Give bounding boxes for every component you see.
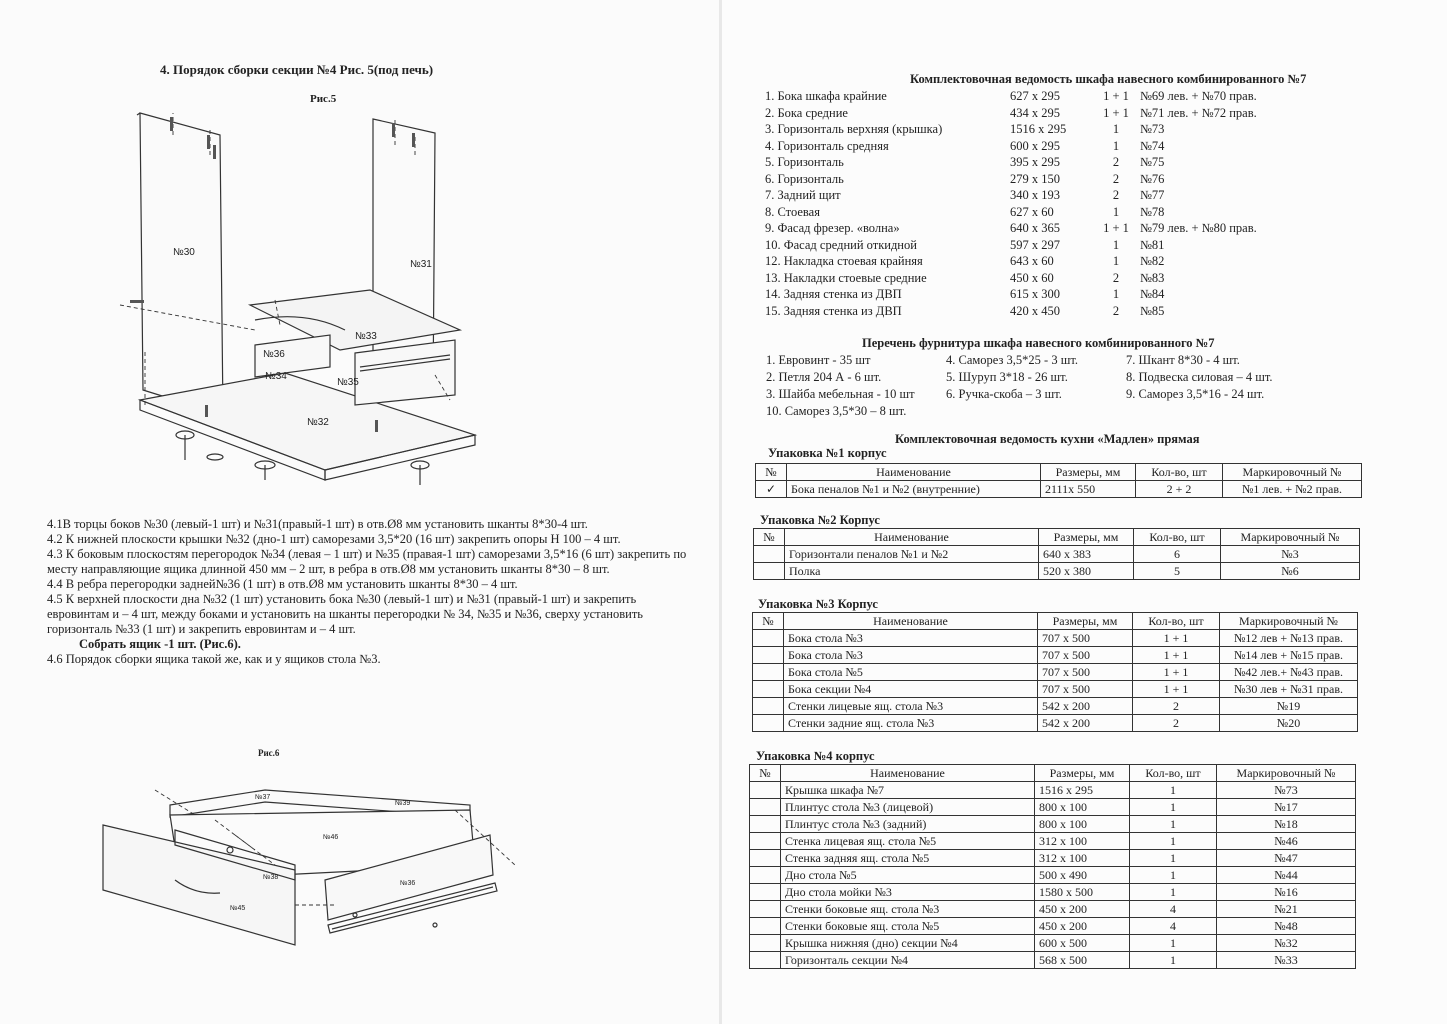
package-4-table	[749, 764, 1356, 969]
section-title: 4. Порядок сборки секции №4 Рис. 5(под печь)	[160, 62, 434, 77]
list-item: 7. Задний щит 340 х 193 2 №77	[765, 188, 1165, 202]
table-header-row: № Наименование Размеры, мм Кол-во, шт Маркировочный №	[756, 464, 1362, 481]
package-1-table	[755, 463, 1362, 498]
list-item: 2. Бока средние 434 х 295 1 + 1 №71 лев. + №72 прав.	[765, 105, 1257, 120]
fig5-assembly-drawing	[115, 105, 495, 490]
assemble-drawer-step: Собрать ящик -1 шт. (Рис.6).	[79, 637, 241, 651]
fig6-label: Рис.6	[258, 748, 280, 758]
fig6-part-36: №36	[400, 880, 416, 887]
step-4-1: 4.1В торцы боков №30 (левый-1 шт) и №31(правый-1 шт) в отв.Ø8 мм установить шканты 8*30-4 шт.	[47, 517, 588, 531]
table-row: Стенки лицевые ящ. стола №3 542 х 200 2 №19	[753, 698, 1358, 715]
list-item: 8. Стоевая 627 х 60 1 №78	[765, 204, 1165, 219]
package-2-title: Упаковка №2 Корпус	[760, 513, 880, 527]
list-item: 1. Евровинт - 35 шт 4. Саморез 3,5*25 - 3 шт. 7. Шкант 8*30 - 4 шт.	[766, 353, 1240, 367]
step-4-6: 4.6 Порядок сборки ящика такой же, как и у ящиков стола №3.	[47, 652, 381, 666]
kitchen-title: Комплектовочная ведомость кухни «Мадлен» прямая	[895, 432, 1200, 446]
table-row: Стенки боковые ящ. стола №5 450 х 200 4 №48	[750, 918, 1356, 935]
package-2-table	[753, 528, 1360, 580]
table-row: Плинтус стола №3 (лицевой) 800 х 100 1 №17	[750, 799, 1356, 816]
list-item: 12. Накладка стоевая крайняя 643 х 60 1 №82	[765, 254, 1165, 268]
package-3-table	[752, 612, 1358, 732]
list-item: 4. Горизонталь средняя 600 х 295 1 №74	[765, 138, 1165, 153]
fig6-part-37: №37	[255, 794, 271, 801]
table-row: Полка 520 х 380 5 №6	[754, 563, 1360, 580]
table-row: Крышка нижняя (дно) секции №4 600 х 500 1 №32	[750, 935, 1356, 952]
fig5-part-36: №36	[263, 349, 285, 360]
table-row: Горизонтали пеналов №1 и №2 640 х 383 6 №3	[754, 546, 1360, 563]
list-item: 1. Бока шкафа крайние 627 х 295 1 + 1 №69 лев. + №70 прав.	[765, 89, 1257, 103]
table-header-row: № Наименование Размеры, мм Кол-во, шт Маркировочный №	[753, 613, 1358, 630]
table-row: Бока секции №4 707 х 500 1 + 1 №30 лев + №31 прав.	[753, 681, 1358, 698]
table-row: Стенки боковые ящ. стола №3 450 х 200 4 №21	[750, 901, 1356, 918]
step-4-4: 4.4 В ребра перегородки задней№36 (1 шт) в отв.Ø8 мм установить шканты 8*30 – 4 шт.	[47, 577, 518, 591]
fig6-part-46: №46	[323, 834, 339, 841]
step-4-5: 4.5 К верхней плоскости дна №32 (1 шт) установить бока №30 (левый-1 шт) и №31 (правый-1 шт) и закрепить евровинтам и – 4 шт, между боками и установить на шканты перегородки № 34, №35 и №36, сверху установить горизонталь №33 (1 шт) и закрепить евровинтам и – 4 шт.	[47, 592, 643, 636]
furniture-list	[766, 352, 1326, 420]
page-fold	[719, 0, 722, 1024]
vedomost-list	[765, 88, 1325, 319]
table-row: Плинтус стола №3 (задний) 800 х 100 1 №18	[750, 816, 1356, 833]
list-item: 9. Фасад фрезер. «волна» 640 х 365 1 + 1 №79 лев. + №80 прав.	[765, 221, 1257, 235]
step-4-2: 4.2 К нижней плоскости крышки №32 (дно-1 шт) саморезами 3,5*20 (16 шт) закрепить опоры Н 100 – 4 шт.	[47, 532, 621, 546]
fig6-part-39: №39	[395, 800, 411, 807]
list-item: 10. Фасад средний откидной 597 х 297 1 №81	[765, 237, 1165, 252]
list-item: 13. Накладки стоевые средние 450 х 60 2 №83	[765, 270, 1165, 285]
fig5-part-35: №35	[337, 377, 359, 388]
table-row: Бока стола №5 707 х 500 1 + 1 №42 лев.+ №43 прав.	[753, 664, 1358, 681]
fig6-drawer-drawing	[95, 755, 535, 965]
list-item: 15. Задняя стенка из ДВП 420 х 450 2 №85	[765, 303, 1165, 318]
fig6-part-45: №45	[230, 905, 246, 912]
fig5-part-32: №32	[307, 417, 329, 428]
package-3-title: Упаковка №3 Корпус	[758, 597, 878, 611]
step-4-3: 4.3 К боковым плоскостям перегородок №34 (левая – 1 шт) и №35 (правая-1 шт) саморезами 3,5*16 (6 шт) закрепить по месту направляющие ящика длинной 450 мм – 2 шт, в ребра в отв.Ø8 мм установить шканты 8*30 – 8 шт.	[47, 547, 687, 576]
table-row: Горизонталь секции №4 568 х 500 1 №33	[750, 952, 1356, 969]
fig5-part-30: №30	[173, 247, 195, 258]
assembly-instructions	[47, 517, 687, 667]
table-row: Дно стола №5 500 х 490 1 №44	[750, 867, 1356, 884]
fig5-label: Рис.5	[310, 93, 337, 105]
table-row: ✓ Бока пеналов №1 и №2 (внутренние) 2111х 550 2 + 2 №1 лев. + №2 прав.	[756, 481, 1362, 498]
table-row: Бока стола №3 707 х 500 1 + 1 №12 лев + №13 прав.	[753, 630, 1358, 647]
check-icon: ✓	[756, 481, 787, 498]
list-item: 3. Горизонталь верхняя (крышка) 1516 х 295 1 №73	[765, 122, 1165, 136]
table-header-row: № Наименование Размеры, мм Кол-во, шт Маркировочный №	[754, 529, 1360, 546]
table-row: Дно стола мойки №3 1580 х 500 1 №16	[750, 884, 1356, 901]
table-header-row: № Наименование Размеры, мм Кол-во, шт Маркировочный №	[750, 765, 1356, 782]
list-item: 6. Горизонталь 279 х 150 2 №76	[765, 171, 1165, 186]
vedomost-title: Комплектовочная ведомость шкафа навесного комбинированного №7	[910, 72, 1307, 86]
list-item: 5. Горизонталь 395 х 295 2 №75	[765, 155, 1165, 169]
fig6-part-38: №38	[263, 874, 279, 881]
list-item: 3. Шайба мебельная - 10 шт 6. Ручка-скоба – 3 шт. 9. Саморез 3,5*16 - 24 шт.	[766, 387, 1265, 401]
table-row: Крышка шкафа №7 1516 х 295 1 №73	[750, 782, 1356, 799]
fig5-part-31: №31	[410, 259, 432, 270]
fig5-part-33: №33	[355, 331, 377, 342]
table-row: Бока стола №3 707 х 500 1 + 1 №14 лев + №15 прав.	[753, 647, 1358, 664]
package-4-title: Упаковка №4 корпус	[756, 749, 875, 763]
table-row: Стенки задние ящ. стола №3 542 х 200 2 №20	[753, 715, 1358, 732]
table-row: Стенка задняя ящ. стола №5 312 х 100 1 №47	[750, 850, 1356, 867]
table-row: Стенка лицевая ящ. стола №5 312 х 100 1 №46	[750, 833, 1356, 850]
fig5-part-34: №34	[265, 371, 287, 382]
furniture-title: Перечень фурнитура шкафа навесного комбинированного №7	[862, 336, 1215, 350]
package-1-title: Упаковка №1 корпус	[768, 446, 887, 460]
list-item: 14. Задняя стенка из ДВП 615 х 300 1 №84	[765, 287, 1165, 301]
list-item: 2. Петля 204 А - 6 шт. 5. Шуруп 3*18 - 26 шт. 8. Подвеска силовая – 4 шт.	[766, 370, 1273, 384]
list-item: 10. Саморез 3,5*30 – 8 шт.	[766, 404, 907, 418]
